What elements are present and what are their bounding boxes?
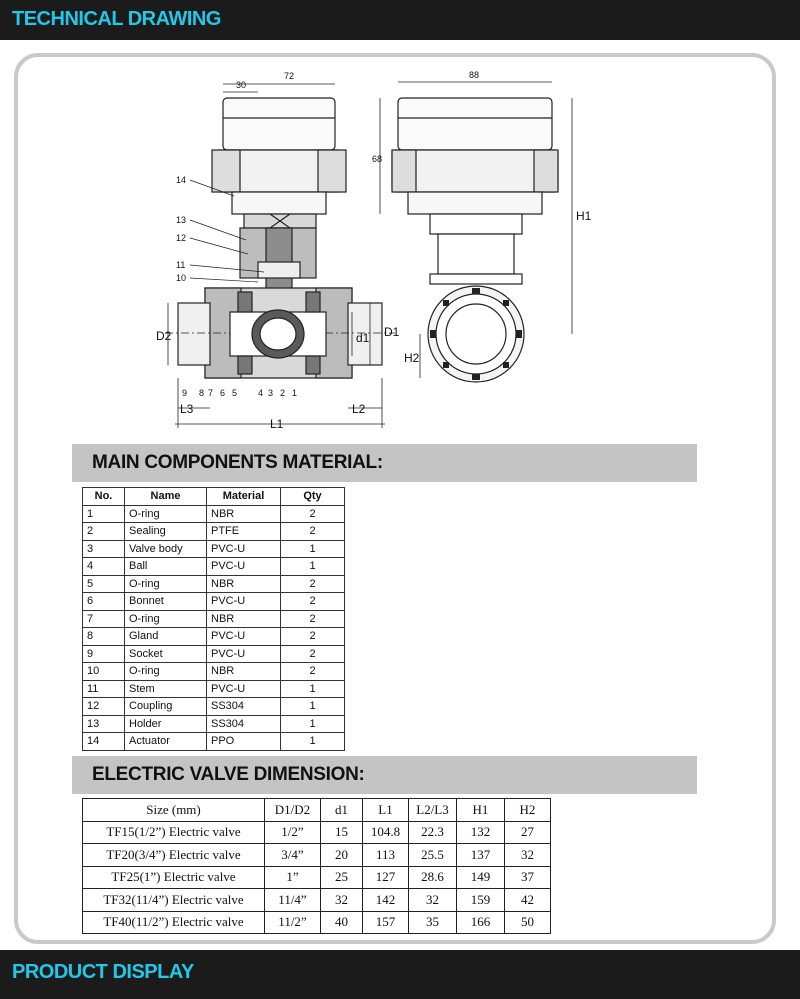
mat-no: 10 xyxy=(83,663,125,681)
mat-name: O-ring xyxy=(125,663,207,681)
materials-table xyxy=(82,487,345,751)
mat-qty: 1 xyxy=(281,733,345,751)
dim-d1d2: 1” xyxy=(265,866,321,889)
dim-h2: 32 xyxy=(505,844,551,867)
callout-12: 12 xyxy=(176,233,187,243)
dim-size: TF20(3/4”) Electric valve xyxy=(83,844,265,867)
dimension-row xyxy=(83,866,551,889)
mat-name: Bonnet xyxy=(125,593,207,611)
callout-2: 2 xyxy=(280,388,286,398)
mat-material: NBR xyxy=(207,505,281,523)
mat-material: SS304 xyxy=(207,715,281,733)
mat-col-qty: Qty xyxy=(281,488,345,506)
mat-col-material: Material xyxy=(207,488,281,506)
side-actuator-middle xyxy=(392,150,558,192)
mat-name: Stem xyxy=(125,680,207,698)
callout-8: 8 xyxy=(199,388,205,398)
dim-size: TF25(1”) Electric valve xyxy=(83,866,265,889)
mat-no: 9 xyxy=(83,645,125,663)
callout-14: 14 xyxy=(176,175,187,185)
dim-d1: 15 xyxy=(321,821,363,844)
mat-qty: 2 xyxy=(281,593,345,611)
mat-no: 1 xyxy=(83,505,125,523)
dim-d1: 32 xyxy=(321,889,363,912)
mat-name: Gland xyxy=(125,628,207,646)
callout-9: 9 xyxy=(182,388,188,398)
mat-name: Coupling xyxy=(125,698,207,716)
mat-qty: 2 xyxy=(281,575,345,593)
material-row xyxy=(83,698,345,716)
mat-qty: 2 xyxy=(281,628,345,646)
material-row xyxy=(83,663,345,681)
materials-header-row xyxy=(83,488,345,506)
dim-L1: L1 xyxy=(270,417,284,431)
mat-qty: 2 xyxy=(281,645,345,663)
dim-D2: D2 xyxy=(156,329,172,343)
callout-3: 3 xyxy=(268,388,274,398)
mat-material: PVC-U xyxy=(207,593,281,611)
mat-name: O-ring xyxy=(125,610,207,628)
dim-h1: 132 xyxy=(457,821,505,844)
callout-1: 1 xyxy=(292,388,298,398)
mat-col-name: Name xyxy=(125,488,207,506)
dim-col-l2l3: L2/L3 xyxy=(409,799,457,822)
material-row xyxy=(83,575,345,593)
actuator-base xyxy=(232,192,326,214)
technical-drawing xyxy=(0,0,800,440)
mat-material: PPO xyxy=(207,733,281,751)
mat-name: Holder xyxy=(125,715,207,733)
side-actuator-top xyxy=(398,98,552,150)
mat-name: Socket xyxy=(125,645,207,663)
mat-no: 11 xyxy=(83,680,125,698)
side-holder xyxy=(438,234,514,274)
dimension-section-header xyxy=(72,756,697,794)
mat-name: O-ring xyxy=(125,575,207,593)
mat-no: 7 xyxy=(83,610,125,628)
mat-qty: 2 xyxy=(281,505,345,523)
mat-no: 5 xyxy=(83,575,125,593)
material-row xyxy=(83,523,345,541)
dim-size: TF32(11/4”) Electric valve xyxy=(83,889,265,912)
dim-col-d1d2: D1/D2 xyxy=(265,799,321,822)
mat-no: 14 xyxy=(83,733,125,751)
mat-col-no: No. xyxy=(83,488,125,506)
dim-D1: D1 xyxy=(384,325,400,339)
mat-qty: 1 xyxy=(281,680,345,698)
dim-72: 72 xyxy=(284,71,295,81)
mat-no: 2 xyxy=(83,523,125,541)
dim-l1: 157 xyxy=(363,911,409,934)
mat-material: PVC-U xyxy=(207,540,281,558)
footer-title: PRODUCT DISPLAY xyxy=(12,961,194,983)
material-row xyxy=(83,715,345,733)
mat-qty: 2 xyxy=(281,663,345,681)
dim-d1: 25 xyxy=(321,866,363,889)
dim-h1: 137 xyxy=(457,844,505,867)
dimension-header-row xyxy=(83,799,551,822)
dim-l2l3: 32 xyxy=(409,889,457,912)
dim-88: 88 xyxy=(469,70,480,80)
mat-material: NBR xyxy=(207,575,281,593)
dim-l2l3: 25.5 xyxy=(409,844,457,867)
dim-col-h1: H1 xyxy=(457,799,505,822)
mat-qty: 2 xyxy=(281,610,345,628)
dim-size: TF40(11/2”) Electric valve xyxy=(83,911,265,934)
dim-h1: 149 xyxy=(457,866,505,889)
dim-h1: 166 xyxy=(457,911,505,934)
dim-d1: 20 xyxy=(321,844,363,867)
mat-no: 6 xyxy=(83,593,125,611)
dim-l1: 104.8 xyxy=(363,821,409,844)
callout-10: 10 xyxy=(176,273,187,283)
callout-11: 11 xyxy=(176,260,186,270)
dim-68: 68 xyxy=(372,154,383,164)
material-row xyxy=(83,540,345,558)
dimension-row xyxy=(83,889,551,912)
mat-name: Ball xyxy=(125,558,207,576)
mat-no: 3 xyxy=(83,540,125,558)
mat-qty: 1 xyxy=(281,540,345,558)
dim-col-h2: H2 xyxy=(505,799,551,822)
dim-d1: 40 xyxy=(321,911,363,934)
mat-material: SS304 xyxy=(207,698,281,716)
dim-col-d1: d1 xyxy=(321,799,363,822)
dim-h2: 27 xyxy=(505,821,551,844)
mat-qty: 2 xyxy=(281,523,345,541)
mat-name: O-ring xyxy=(125,505,207,523)
callout-7: 7 xyxy=(208,388,214,398)
material-row xyxy=(83,593,345,611)
dim-H1: H1 xyxy=(576,209,592,223)
dim-d1: d1 xyxy=(356,331,370,345)
callout-6: 6 xyxy=(220,388,226,398)
mat-qty: 1 xyxy=(281,715,345,733)
mat-no: 8 xyxy=(83,628,125,646)
mat-no: 4 xyxy=(83,558,125,576)
header-title: TECHNICAL DRAWING xyxy=(12,8,221,30)
material-row xyxy=(83,680,345,698)
mat-qty: 1 xyxy=(281,698,345,716)
dim-L2: L2 xyxy=(352,402,366,416)
dim-d1d2: 11/2” xyxy=(265,911,321,934)
material-row xyxy=(83,505,345,523)
dim-col-size: Size (mm) xyxy=(83,799,265,822)
mat-material: PVC-U xyxy=(207,645,281,663)
mat-name: Actuator xyxy=(125,733,207,751)
dim-30: 30 xyxy=(236,80,247,90)
mat-material: PTFE xyxy=(207,523,281,541)
dim-l2l3: 35 xyxy=(409,911,457,934)
mat-material: NBR xyxy=(207,610,281,628)
materials-heading: MAIN COMPONENTS MATERIAL: xyxy=(92,452,383,473)
dim-L3: L3 xyxy=(180,402,194,416)
dim-d1d2: 11/4” xyxy=(265,889,321,912)
dimension-body xyxy=(83,821,551,934)
dim-l2l3: 28.6 xyxy=(409,866,457,889)
dim-l1: 127 xyxy=(363,866,409,889)
actuator-top-housing xyxy=(223,98,335,150)
callout-5: 5 xyxy=(232,388,238,398)
socket-left xyxy=(178,303,210,365)
dimension-row xyxy=(83,821,551,844)
mat-material: PVC-U xyxy=(207,558,281,576)
materials-body xyxy=(83,505,345,750)
dim-H2: H2 xyxy=(404,351,420,365)
mat-material: NBR xyxy=(207,663,281,681)
dim-col-l1: L1 xyxy=(363,799,409,822)
dim-size: TF15(1/2”) Electric valve xyxy=(83,821,265,844)
dim-l1: 113 xyxy=(363,844,409,867)
dim-l1: 142 xyxy=(363,889,409,912)
material-row xyxy=(83,558,345,576)
dimension-row xyxy=(83,844,551,867)
material-row xyxy=(83,733,345,751)
mat-name: Sealing xyxy=(125,523,207,541)
mat-material: PVC-U xyxy=(207,628,281,646)
mat-qty: 1 xyxy=(281,558,345,576)
material-row xyxy=(83,645,345,663)
callout-13: 13 xyxy=(176,215,187,225)
dimension-heading: ELECTRIC VALVE DIMENSION: xyxy=(92,764,365,785)
mat-name: Valve body xyxy=(125,540,207,558)
mat-no: 13 xyxy=(83,715,125,733)
materials-section-header xyxy=(72,444,697,482)
dimension-table xyxy=(82,798,551,934)
dim-h1: 159 xyxy=(457,889,505,912)
dim-l2l3: 22.3 xyxy=(409,821,457,844)
dim-h2: 37 xyxy=(505,866,551,889)
dim-d1d2: 3/4” xyxy=(265,844,321,867)
mat-material: PVC-U xyxy=(207,680,281,698)
material-row xyxy=(83,628,345,646)
dim-h2: 42 xyxy=(505,889,551,912)
material-row xyxy=(83,610,345,628)
footer-bar xyxy=(0,950,800,999)
mat-no: 12 xyxy=(83,698,125,716)
dim-d1d2: 1/2” xyxy=(265,821,321,844)
callout-4: 4 xyxy=(258,388,264,398)
dimension-row xyxy=(83,911,551,934)
dim-h2: 50 xyxy=(505,911,551,934)
